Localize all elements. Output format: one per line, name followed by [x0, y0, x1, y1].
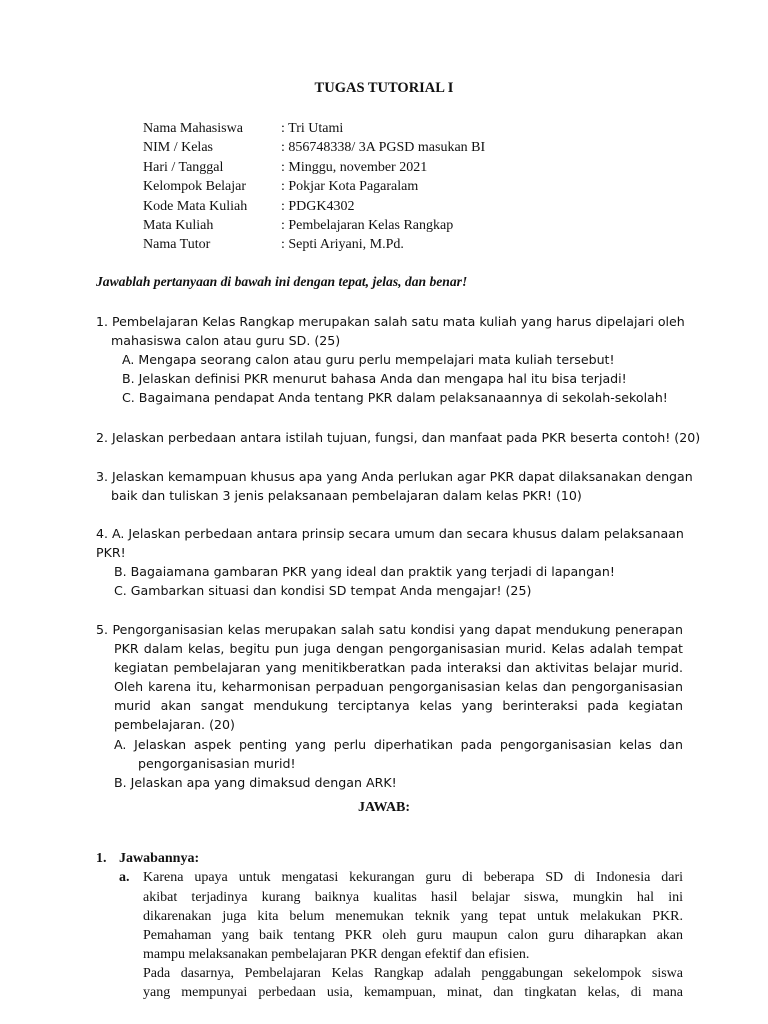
question-1-option-a: A. Mengapa seorang calon atau guru perlu mempelajari mata kuliah tersebut!: [122, 352, 615, 367]
info-label: Mata Kuliah: [143, 217, 214, 233]
question-5-line: pembelajaran. (20): [114, 717, 235, 732]
question-5-option-a: A. Jelaskan aspek penting yang perlu diperhatikan pada pengorganisasian kelas dan: [114, 737, 683, 752]
question-3-line: 3. Jelaskan kemampuan khusus apa yang Anda perlukan agar PKR dapat dilaksanakan dengan: [96, 469, 693, 484]
info-row: [143, 138, 485, 157]
info-row: [143, 177, 485, 196]
info-value: : Pokjar Kota Pagaralam: [281, 179, 419, 195]
question-5-line: Oleh karena itu, keharmonisan perpaduan pengorganisasian kelas dan pengorganisasian: [114, 679, 683, 694]
question-4-line: PKR!: [96, 545, 126, 560]
answer-line: akibat terjadinya kurang baiknya kualitas hasil belajar siswa, mungkin hal ini: [143, 890, 683, 905]
info-value: : Pembelajaran Kelas Rangkap: [281, 217, 454, 233]
question-5-line: 5. Pengorganisasian kelas merupakan salah satu kondisi yang dapat mendukung penerapan: [96, 622, 683, 637]
info-row: [143, 235, 485, 254]
question-1-line: 1. Pembelajaran Kelas Rangkap merupakan salah satu mata kuliah yang harus dipelajari oleh: [96, 314, 685, 329]
info-value: : Septi Ariyani, M.Pd.: [281, 237, 404, 253]
question-4-option-c: C. Gambarkan situasi dan kondisi SD tempat Anda mengajar! (25): [114, 583, 532, 598]
info-label: Kode Mata Kuliah: [143, 198, 248, 214]
info-row: [143, 216, 485, 235]
info-row: [143, 158, 485, 177]
question-1-option-c: C. Bagaimana pendapat Anda tentang PKR dalam pelaksanaannya di sekolah-sekolah!: [122, 390, 668, 405]
answer-title: Jawabannya:: [119, 851, 200, 866]
question-1-option-b: B. Jelaskan definisi PKR menurut bahasa Anda dan mengapa hal itu bisa terjadi!: [122, 371, 627, 386]
question-2: 2. Jelaskan perbedaan antara istilah tujuan, fungsi, dan manfaat pada PKR beserta contoh! (20): [96, 430, 701, 445]
answer-line: dikarenakan juga kita belum menemukan teknik yang tepat untuk melakukan PKR.: [143, 909, 683, 924]
answer-line: Pada dasarnya, Pembelajaran Kelas Rangkap adalah penggabungan sekelompok siswa: [143, 966, 683, 981]
question-5-line: murid akan sangat mendukung terciptanya kelas yang berinteraksi pada kegiatan: [114, 698, 683, 713]
info-label: Kelompok Belajar: [143, 179, 247, 195]
info-label: Nama Mahasiswa: [143, 121, 243, 136]
info-value: : 856748338/ 3A PGSD masukan BI: [281, 140, 486, 156]
student-info: [143, 119, 485, 255]
question-5-option-b: B. Jelaskan apa yang dimaksud dengan ARK!: [114, 775, 397, 790]
document-title: TUGAS TUTORIAL I: [314, 80, 454, 96]
info-value: : Tri Utami: [281, 121, 344, 136]
question-5-line: PKR dalam kelas, begitu pun juga dengan pengorganisasian murid. Kelas adalah tempat: [114, 641, 683, 656]
question-3-line: baik dan tuliskan 3 jenis pelaksanaan pembelajaran dalam kelas PKR! (10): [111, 488, 582, 503]
instruction: Jawablah pertanyaan di bawah ini dengan tepat, jelas, dan benar!: [96, 274, 468, 289]
answer-line: mampu melaksanakan pembelajaran PKR dengan efektif dan efisien.: [143, 947, 530, 962]
info-row: [143, 197, 485, 216]
question-5-option-a-cont: pengorganisasian murid!: [138, 756, 296, 771]
answer-line: yang mempunyai perbedaan usia, kemampuan, minat, dan tingkatan kelas, di mana: [143, 985, 683, 1000]
question-4-option-b: B. Bagaiamana gambaran PKR yang ideal dan praktik yang terjadi di lapangan!: [114, 564, 615, 579]
info-label: NIM / Kelas: [143, 140, 213, 156]
question-4-line: 4. A. Jelaskan perbedaan antara prinsip secara umum dan secara khusus dalam pelaksanaan: [96, 526, 684, 541]
answer-sub-a: a.: [119, 870, 130, 885]
question-1-line: mahasiswa calon atau guru SD. (25): [111, 333, 341, 348]
answer-line: Pemahaman yang baik tentang PKR oleh guru maupun calon guru diharapkan akan: [143, 928, 683, 943]
info-value: : Minggu, november 2021: [281, 159, 428, 175]
info-value: : PDGK4302: [281, 198, 355, 214]
info-row: [143, 119, 485, 138]
answer-line: Karena upaya untuk mengatasi kekurangan guru di beberapa SD di Indonesia dari: [143, 870, 683, 885]
question-5-line: kegiatan pembelajaran yang menitikberatkan pada interaksi dan aktivitas belajar murid.: [114, 660, 683, 675]
info-label: Nama Tutor: [143, 237, 211, 253]
answer-heading: JAWAB:: [357, 800, 411, 815]
answer-number: 1.: [96, 851, 107, 866]
info-label: Hari / Tanggal: [143, 159, 224, 175]
